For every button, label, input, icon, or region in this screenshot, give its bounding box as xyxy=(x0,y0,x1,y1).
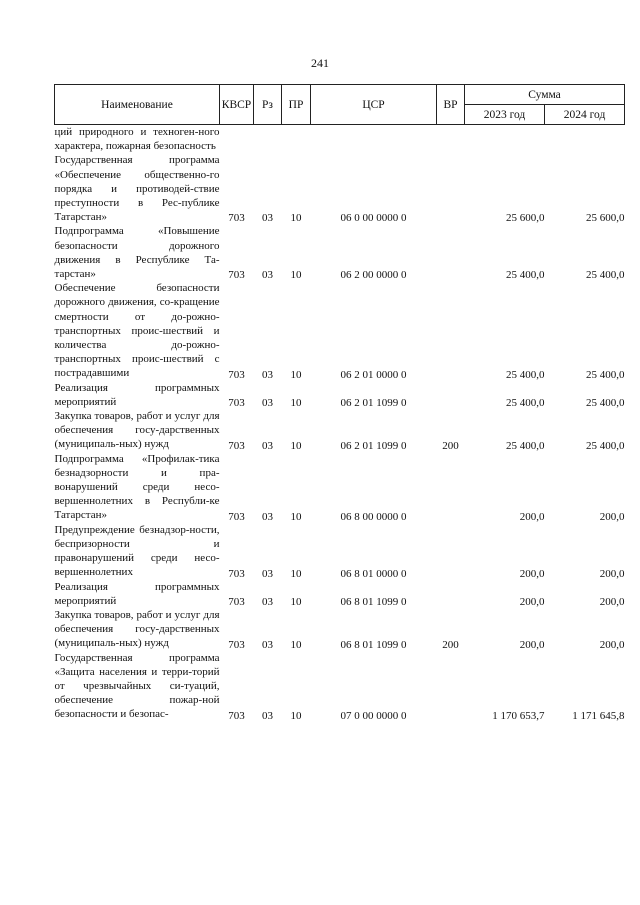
row-sum-2024: 200,0 xyxy=(599,510,625,523)
row-name: Закупка товаров, работ и услуг для обеспечения госу-дарственных (муниципаль-ных) нужд xyxy=(54,608,220,650)
table-row xyxy=(55,281,625,380)
row-kvsr: 703 xyxy=(228,439,245,452)
row-kvsr: 703 xyxy=(228,595,245,608)
page-number: 241 xyxy=(311,56,329,70)
row-sum-2023: 25 600,0 xyxy=(506,212,545,225)
row-kvsr: 703 xyxy=(228,368,245,381)
row-csr: 06 0 00 0000 0 xyxy=(340,212,407,225)
row-vr xyxy=(437,523,465,580)
row-sum-2023: 1 170 653,7 xyxy=(492,709,545,722)
row-name: Обеспечение безопасности дорожного движения, со-кращение смертности от до-рожно-транспортных проис-шествий и количества до-рожно-транспортных проис-шествий с пострадавшими xyxy=(54,282,220,380)
header-vr: ВР xyxy=(437,85,465,125)
table-row xyxy=(55,608,625,651)
header-rz: Рз xyxy=(254,85,282,125)
row-rz: 03 xyxy=(262,269,273,282)
row-pr: 10 xyxy=(290,368,302,381)
row-sum-2023: 25 400,0 xyxy=(506,368,545,381)
row-pr: 10 xyxy=(290,212,302,225)
row-pr: 10 xyxy=(290,269,302,282)
row-vr xyxy=(437,153,465,224)
row-csr: 06 2 00 0000 0 xyxy=(340,269,407,282)
table-row xyxy=(55,523,625,580)
row-kvsr: 703 xyxy=(228,212,245,225)
row-vr xyxy=(437,452,465,523)
row-rz: 03 xyxy=(262,439,273,452)
row-sum-2024 xyxy=(545,125,625,154)
row-sum-2023: 25 400,0 xyxy=(506,269,545,282)
header-csr: ЦСР xyxy=(311,85,437,125)
row-sum-2023: 25 400,0 xyxy=(506,397,545,410)
row-pr: 10 xyxy=(290,439,302,452)
row-sum-2024: 25 400,0 xyxy=(586,439,625,452)
row-sum-2024: 25 400,0 xyxy=(586,269,625,282)
row-csr: 07 0 00 0000 0 xyxy=(340,709,407,722)
row-sum-2024: 200,0 xyxy=(599,595,625,608)
table-row xyxy=(55,651,625,722)
row-pr: 10 xyxy=(290,595,302,608)
header-2023: 2023 год xyxy=(465,105,545,125)
row-name: Предупреждение безнадзор-ности, беспризорности и правонарушений среди несо-вершеннолетних xyxy=(54,523,220,579)
row-kvsr: 703 xyxy=(228,709,245,722)
row-pr: 10 xyxy=(290,397,302,410)
row-sum-2024: 25 600,0 xyxy=(586,212,625,225)
row-sum-2023: 25 400,0 xyxy=(506,439,545,452)
row-sum-2024: 200,0 xyxy=(599,567,625,580)
row-vr xyxy=(437,580,465,608)
header-name: Наименование xyxy=(55,85,220,125)
header-2024: 2024 год xyxy=(545,105,625,125)
row-pr: 10 xyxy=(290,638,302,651)
row-csr: 06 8 01 1099 0 xyxy=(340,638,407,651)
table-row xyxy=(55,224,625,281)
row-rz: 03 xyxy=(262,595,273,608)
row-name: Реализация программных мероприятий xyxy=(54,381,220,408)
table-row xyxy=(55,125,625,154)
table-row xyxy=(55,452,625,523)
budget-table xyxy=(54,84,625,722)
row-kvsr: 703 xyxy=(228,269,245,282)
row-sum-2023 xyxy=(465,125,545,154)
row-kvsr: 703 xyxy=(228,510,245,523)
header-sum: Сумма xyxy=(465,85,625,105)
row-sum-2023: 200,0 xyxy=(519,567,545,580)
row-sum-2023: 200,0 xyxy=(519,638,545,651)
row-rz: 03 xyxy=(262,368,273,381)
row-rz xyxy=(254,125,282,154)
row-rz: 03 xyxy=(262,638,273,651)
row-vr xyxy=(437,651,465,722)
row-csr: 06 2 01 0000 0 xyxy=(340,368,407,381)
row-vr xyxy=(437,224,465,281)
row-csr: 06 2 01 1099 0 xyxy=(340,439,407,452)
row-name: Подпрограмма «Профилак-тика безнадзорности и пра-вонарушений среди несо-вершеннолетних в Республи-ке Татарстан» xyxy=(54,452,220,522)
row-vr: 200 xyxy=(442,638,459,651)
row-name: Государственная программа «Защита населения и терри-торий от чрезвычайных си-туаций, обеспечение пожар-ной безопасности и безопас- xyxy=(54,651,220,721)
row-kvsr: 703 xyxy=(228,397,245,410)
row-rz: 03 xyxy=(262,567,273,580)
row-name: Государственная программа «Обеспечение общественно-го порядка и противодей-ствие преступности в Рес-публике Татарстан» xyxy=(54,154,220,224)
row-kvsr: 703 xyxy=(228,567,245,580)
row-kvsr: 703 xyxy=(228,638,245,651)
row-rz: 03 xyxy=(262,510,273,523)
row-vr xyxy=(437,381,465,409)
row-sum-2024: 25 400,0 xyxy=(586,368,625,381)
row-sum-2023: 200,0 xyxy=(519,510,545,523)
row-name: Реализация программных мероприятий xyxy=(54,580,220,607)
header-pr: ПР xyxy=(282,85,311,125)
table-row xyxy=(55,409,625,452)
row-name: Закупка товаров, работ и услуг для обеспечения госу-дарственных (муниципаль-ных) нужд xyxy=(54,410,220,451)
table-row xyxy=(55,381,625,409)
row-pr xyxy=(282,125,311,154)
row-pr: 10 xyxy=(290,709,302,722)
row-sum-2023: 200,0 xyxy=(519,595,545,608)
row-csr: 06 2 01 1099 0 xyxy=(340,397,407,410)
row-sum-2024: 1 171 645,8 xyxy=(572,709,625,722)
header-kvsr: КВСР xyxy=(220,85,254,125)
row-sum-2024: 200,0 xyxy=(599,638,625,651)
row-vr: 200 xyxy=(442,439,459,452)
row-csr: 06 8 00 0000 0 xyxy=(340,510,407,523)
table-row xyxy=(55,153,625,224)
row-pr: 10 xyxy=(290,510,302,523)
row-rz: 03 xyxy=(262,709,273,722)
row-vr xyxy=(437,125,465,154)
row-vr xyxy=(437,281,465,380)
row-rz: 03 xyxy=(262,397,273,410)
row-pr: 10 xyxy=(290,567,302,580)
row-sum-2024: 25 400,0 xyxy=(586,397,625,410)
table-row xyxy=(55,580,625,608)
row-csr xyxy=(311,125,437,154)
row-name: Подпрограмма «Повышение безопасности дорожного движения в Республике Та-тарстан» xyxy=(54,225,220,281)
row-name: ций природного и техноген-ного характера, пожарная безопасность xyxy=(54,126,220,153)
row-rz: 03 xyxy=(262,212,273,225)
row-csr: 06 8 01 1099 0 xyxy=(340,595,407,608)
row-kvsr xyxy=(220,125,254,154)
row-csr: 06 8 01 0000 0 xyxy=(340,567,407,580)
